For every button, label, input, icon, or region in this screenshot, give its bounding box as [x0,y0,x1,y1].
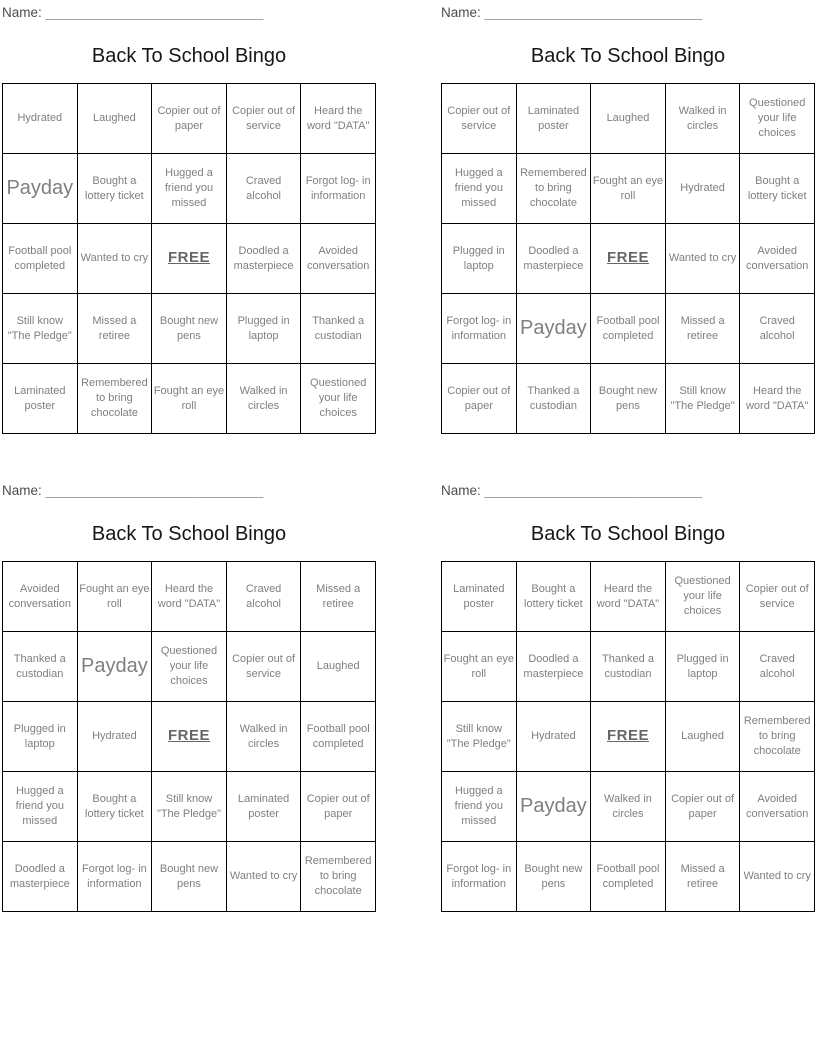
bingo-grid [2,83,376,434]
bingo-cell: Forgot log- in information [442,842,517,912]
bingo-cell: Thanked a custodian [3,632,78,702]
bingo-cell: Remembered to bring chocolate [77,364,152,434]
bingo-cell: Avoided conversation [740,224,815,294]
free-cell: FREE [591,224,666,294]
bingo-cell: Thanked a custodian [516,364,591,434]
bingo-cell: Wanted to cry [77,224,152,294]
bingo-cell: Payday [77,632,152,702]
bingo-cell: Remembered to bring chocolate [301,842,376,912]
bingo-cell: Questioned your life choices [301,364,376,434]
bingo-card [2,483,376,918]
bingo-cell: Doodled a masterpiece [516,632,591,702]
bingo-cell: Missed a retiree [665,294,740,364]
bingo-cell: Heard the word "DATA" [591,562,666,632]
bingo-cell: Still know "The Pledge" [3,294,78,364]
bingo-cell: Doodled a masterpiece [3,842,78,912]
bingo-cell: Hugged a friend you missed [152,154,227,224]
bingo-cell: Bought new pens [516,842,591,912]
bingo-cell: Laminated poster [516,84,591,154]
bingo-cell: Bought a lottery ticket [516,562,591,632]
bingo-cell: Copier out of paper [665,772,740,842]
name-blank-line: _____________________________ [484,483,703,498]
bingo-cell: Forgot log- in information [301,154,376,224]
name-label: Name: [2,483,42,498]
bingo-cell: Thanked a custodian [591,632,666,702]
name-blank-line: _____________________________ [45,483,264,498]
card-title: Back To School Bingo [91,523,287,545]
bingo-cell: Football pool completed [301,702,376,772]
bingo-cell: Payday [516,294,591,364]
bingo-cell: Walked in circles [226,702,301,772]
name-label: Name: [441,483,481,498]
bingo-grid [441,561,815,912]
bingo-cell: Football pool completed [591,294,666,364]
bingo-cell: Plugged in laptop [442,224,517,294]
bingo-cell: Laughed [77,84,152,154]
bingo-cell: Bought a lottery ticket [77,154,152,224]
bingo-cell: Copier out of paper [442,364,517,434]
bingo-cell: Still know "The Pledge" [665,364,740,434]
bingo-cell: Bought new pens [152,294,227,364]
free-cell: FREE [152,702,227,772]
card-title: Back To School Bingo [530,523,726,545]
bingo-cell: Fought an eye roll [77,562,152,632]
name-label: Name: [441,5,481,20]
name-row [2,483,263,498]
bingo-cell: Hydrated [665,154,740,224]
bingo-cell: Heard the word "DATA" [301,84,376,154]
name-row [2,5,263,20]
bingo-cell: Walked in circles [226,364,301,434]
bingo-cell: Copier out of paper [301,772,376,842]
bingo-cell: Wanted to cry [740,842,815,912]
bingo-cell: Football pool completed [591,842,666,912]
bingo-cell: Bought new pens [591,364,666,434]
bingo-cell: Craved alcohol [226,154,301,224]
bingo-cell: Avoided conversation [3,562,78,632]
bingo-cell: Walked in circles [591,772,666,842]
bingo-cell: Doodled a masterpiece [226,224,301,294]
bingo-card [441,483,815,918]
bingo-cell: Fought an eye roll [591,154,666,224]
bingo-cell: Craved alcohol [226,562,301,632]
bingo-cell: Copier out of service [226,84,301,154]
bingo-cell: Hydrated [3,84,78,154]
bingo-cell: Hugged a friend you missed [442,154,517,224]
bingo-cell: Questioned your life choices [152,632,227,702]
bingo-cell: Remembered to bring chocolate [740,702,815,772]
bingo-card [441,5,815,440]
bingo-cell: Plugged in laptop [226,294,301,364]
card-title: Back To School Bingo [530,45,726,67]
name-label: Name: [2,5,42,20]
bingo-cell: Bought a lottery ticket [740,154,815,224]
bingo-card [2,5,376,440]
bingo-cell: Copier out of service [442,84,517,154]
bingo-cell: Craved alcohol [740,632,815,702]
bingo-cell: Missed a retiree [301,562,376,632]
free-cell: FREE [152,224,227,294]
bingo-cell: Plugged in laptop [3,702,78,772]
card-title: Back To School Bingo [91,45,287,67]
bingo-cell: Bought new pens [152,842,227,912]
bingo-cell: Copier out of paper [152,84,227,154]
bingo-cell: Avoided conversation [740,772,815,842]
bingo-cell: Laminated poster [3,364,78,434]
bingo-cell: Walked in circles [665,84,740,154]
name-blank-line: _____________________________ [484,5,703,20]
bingo-cell: Laughed [591,84,666,154]
bingo-cell: Still know "The Pledge" [152,772,227,842]
bingo-cell: Hugged a friend you missed [3,772,78,842]
bingo-cell: Remembered to bring chocolate [516,154,591,224]
bingo-cell: Plugged in laptop [665,632,740,702]
bingo-cell: Heard the word "DATA" [740,364,815,434]
bingo-cell: Thanked a custodian [301,294,376,364]
bingo-cell: Still know "The Pledge" [442,702,517,772]
bingo-cell: Wanted to cry [226,842,301,912]
bingo-cell: Laughed [301,632,376,702]
bingo-cell: Fought an eye roll [442,632,517,702]
bingo-cell: Laminated poster [226,772,301,842]
name-row [441,483,702,498]
bingo-cell: Football pool completed [3,224,78,294]
free-cell: FREE [591,702,666,772]
bingo-cell: Forgot log- in information [77,842,152,912]
bingo-cell: Payday [3,154,78,224]
bingo-cell: Payday [516,772,591,842]
bingo-cell: Hydrated [516,702,591,772]
bingo-cell: Heard the word "DATA" [152,562,227,632]
bingo-cell: Forgot log- in information [442,294,517,364]
name-row [441,5,702,20]
bingo-cell: Avoided conversation [301,224,376,294]
bingo-cell: Questioned your life choices [665,562,740,632]
bingo-cell: Wanted to cry [665,224,740,294]
bingo-cell: Craved alcohol [740,294,815,364]
bingo-cell: Missed a retiree [665,842,740,912]
bingo-cell: Missed a retiree [77,294,152,364]
bingo-cell: Fought an eye roll [152,364,227,434]
bingo-cell: Laughed [665,702,740,772]
bingo-cell: Bought a lottery ticket [77,772,152,842]
name-blank-line: _____________________________ [45,5,264,20]
bingo-cell: Questioned your life choices [740,84,815,154]
bingo-grid [441,83,815,434]
bingo-cell: Doodled a masterpiece [516,224,591,294]
bingo-cell: Copier out of service [226,632,301,702]
bingo-grid [2,561,376,912]
bingo-cell: Hugged a friend you missed [442,772,517,842]
bingo-cell: Hydrated [77,702,152,772]
bingo-cell: Laminated poster [442,562,517,632]
bingo-cell: Copier out of service [740,562,815,632]
